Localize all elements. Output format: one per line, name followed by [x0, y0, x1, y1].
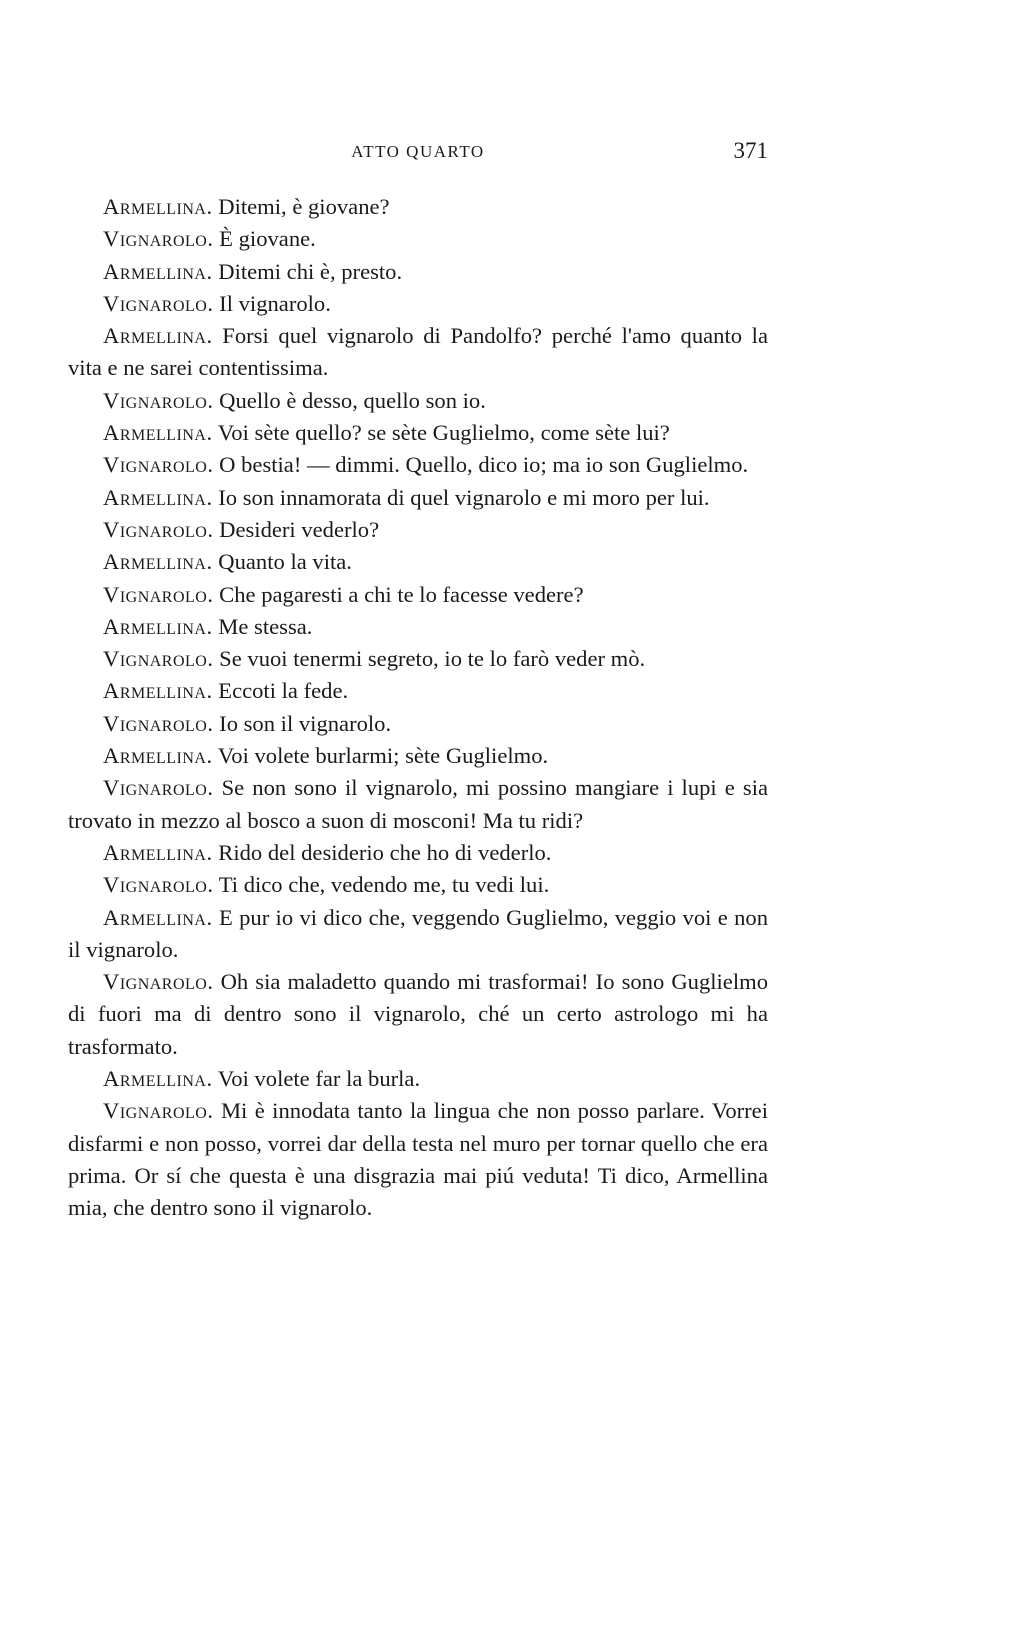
speaker-name: Vignarolo. [103, 226, 214, 252]
speaker-name: Armellina. [103, 839, 213, 865]
speaker-name: Armellina. [103, 484, 213, 510]
dialogue-line [68, 643, 768, 675]
dialogue-line [68, 191, 768, 223]
dialogue-line [68, 417, 768, 449]
speech-text: Forsi quel vignarolo di Pandolfo? perché l'amo quanto la vita e ne sarei contentissima. [68, 323, 768, 381]
running-title: ATTO QUARTO [351, 142, 485, 161]
speech-text: Io son innamorata di quel vignarolo e mi moro per lui. [218, 484, 710, 510]
speech-text: Voi volete far la burla. [217, 1066, 421, 1092]
speech-text: Voi sète quello? se sète Guglielmo, come sète lui? [217, 420, 670, 446]
dialogue-line [68, 966, 768, 1063]
speaker-name: Vignarolo. [103, 969, 214, 995]
speaker-name: Vignarolo. [103, 710, 214, 736]
speaker-name: Vignarolo. [103, 872, 214, 898]
speech-text: Se vuoi tenermi segreto, io te lo farò veder mò. [219, 646, 646, 672]
dialogue-line [68, 482, 768, 514]
speaker-name: Vignarolo. [103, 516, 214, 542]
dialogue-line [68, 675, 768, 707]
speaker-name: Vignarolo. [103, 387, 214, 413]
speaker-name: Vignarolo. [103, 646, 214, 672]
page-number: 371 [733, 138, 768, 163]
speaker-name: Armellina. [103, 323, 213, 349]
speech-text: E pur io vi dico che, veggendo Guglielmo, veggio voi e non il vignarolo. [68, 904, 768, 962]
dialogue-line [68, 708, 768, 740]
dialogue-line [68, 514, 768, 546]
speech-text: Il vignarolo. [219, 290, 331, 316]
dialogue-line [68, 288, 768, 320]
dialogue-line [68, 611, 768, 643]
speaker-name: Armellina. [103, 678, 213, 704]
speaker-name: Armellina. [103, 194, 213, 219]
dialogue-line [68, 869, 768, 901]
speech-text: Ditemi chi è, presto. [218, 258, 403, 284]
dialogue-line [68, 1063, 768, 1095]
dialogue-line [68, 1095, 768, 1224]
dialogue-body [68, 191, 768, 1225]
speech-text: Quanto la vita. [218, 549, 352, 575]
dialogue-line [68, 385, 768, 417]
speaker-name: Armellina. [103, 743, 213, 769]
speech-text: Quello è desso, quello son io. [219, 387, 486, 413]
speech-text: Se non sono il vignarolo, mi possino mangiare i lupi e sia trovato in mezzo al bosco a suon di mosconi! Ma tu ridi? [68, 775, 768, 833]
speech-text: Desideri vederlo? [219, 516, 380, 542]
dialogue-line [68, 256, 768, 288]
speaker-name: Armellina. [103, 613, 213, 639]
speech-text: È giovane. [219, 226, 316, 252]
speech-text: Ditemi, è giovane? [218, 194, 390, 219]
speech-text: Rido del desiderio che ho di vederlo. [218, 839, 552, 865]
dialogue-line [68, 772, 768, 837]
speaker-name: Vignarolo. [103, 581, 214, 607]
dialogue-line [68, 837, 768, 869]
speaker-name: Armellina. [103, 420, 213, 446]
dialogue-line [68, 740, 768, 772]
speech-text: Oh sia maladetto quando mi trasformai! Io sono Guglielmo di fuori ma di dentro sono il vignarolo, ché un certo astrologo mi ha trasformato. [68, 969, 768, 1059]
speech-text: O bestia! — dimmi. Quello, dico io; ma io son Guglielmo. [219, 452, 749, 478]
page-header [68, 138, 768, 166]
speaker-name: Vignarolo. [103, 290, 214, 316]
speech-text: Eccoti la fede. [218, 678, 349, 704]
dialogue-line [68, 902, 768, 967]
dialogue-line [68, 223, 768, 255]
speech-text: Io son il vignarolo. [219, 710, 392, 736]
speech-text: Che pagaresti a chi te lo facesse vedere? [219, 581, 584, 607]
dialogue-line [68, 449, 768, 481]
speech-text: Ti dico che, vedendo me, tu vedi lui. [218, 872, 550, 898]
speaker-name: Armellina. [103, 258, 213, 284]
speaker-name: Armellina. [103, 549, 213, 575]
speech-text: Voi volete burlarmi; sète Guglielmo. [217, 743, 549, 769]
dialogue-line [68, 320, 768, 385]
speech-text: Mi è innodata tanto la lingua che non posso parlare. Vorrei disfarmi e non posso, vorrei dar della testa nel muro per tornar quello che era prima. Or sí che questa è una disgrazia mai piú veduta! Ti dico, Armellina mia, che dentro sono il vignarolo. [68, 1098, 768, 1221]
speaker-name: Vignarolo. [103, 775, 214, 801]
dialogue-line [68, 546, 768, 578]
speaker-name: Armellina. [103, 1066, 213, 1092]
dialogue-line [68, 579, 768, 611]
speech-text: Me stessa. [218, 613, 313, 639]
speaker-name: Armellina. [103, 904, 213, 930]
speaker-name: Vignarolo. [103, 1098, 214, 1124]
speaker-name: Vignarolo. [103, 452, 214, 478]
